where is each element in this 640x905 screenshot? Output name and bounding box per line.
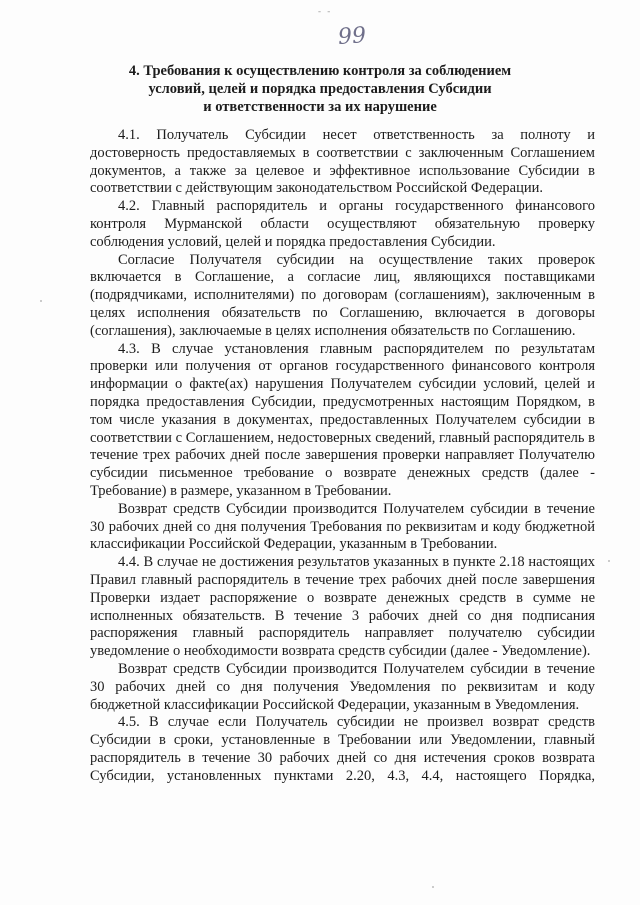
handwritten-page-number: 99 xyxy=(337,23,367,50)
paragraph-return-notice: Возврат средств Субсидии производится Получателем субсидии в течение 30 рабочих дней со дня получения Уведомления по реквизитам и коду бюджетной классификации Российской Федерации, указанным в Уведомления. xyxy=(90,660,595,713)
paragraph-consent: Согласие Получателя субсидии на осуществление таких проверок включается в Соглашение, а согласие лиц, являющихся поставщиками (подрядчиками, исполнителями) по договорам (соглашениям), заключенным в целях исполнения обязательств по Соглашению, включается в договоры (соглашения), заключаемые в целях исполнения обязательств по Соглашению. xyxy=(90,251,595,339)
heading-line-1: 4. Требования к осуществлению контроля за соблюдением xyxy=(128,63,512,79)
paragraph-4-2: 4.2. Главный распорядитель и органы государственного финансового контроля Мурманской области осуществляют обязательную проверку соблюдения условий, целей и порядка предоставления Субсидии. xyxy=(90,198,595,250)
heading-line-2: условий, целей и порядка предоставления Субсидии xyxy=(148,81,492,97)
paragraph-4-4: 4.4. В случае не достижения результатов указанных в пункте 2.18 настоящих Правил главный распорядитель в течение трех рабочих дней после завершения Проверки издает распоряжение о возврате денежных средств в сумме не исполненных обязательств. В течение 3 рабочих дней со дня подписания распоряжения главный распорядитель направляет получателю субсидии уведомление о необходимости возврата средств субсидии (далее - Уведомление). xyxy=(90,554,595,660)
paragraph-4-5: 4.5. В случае если Получатель субсидии не произвел возврат средств Субсидии в сроки, установленные в Требовании или Уведомлении, главный распорядитель в течение 30 рабочих дней со дня истечения сроков возврата Субсидии, установленных пунктами 2.20, 4.3, 4.4, настоящего Порядка, xyxy=(90,714,595,784)
paragraph-4-3: 4.3. В случае установления главным распорядителем по результатам проверки или получения от органов государственного финансового контроля информации о факте(ах) нарушения Получателем субсидии условий, целей и порядка предоставления Субсидии, предусмотренных настоящим Порядком, в том числе указания в документах, предоставленных Получателем субсидии в соответствии с Соглашением, недостоверных сведений, главный распорядитель в течение трех рабочих дней после завершения проверки направляет Получателю субсидии письменное требование о возврате денежных средств (далее - Требование) в размере, указанном в Требовании. xyxy=(90,340,595,499)
paragraph-4-1: 4.1. Получатель Субсидии несет ответственность за полноту и достоверность предоставляемых в соответствии с заключенным Соглашением документов, а также за целевое и эффективное использование Субсидии в соответствии с действующим законодательством Российской Федерации. xyxy=(90,127,595,197)
scan-speck xyxy=(40,300,42,302)
top-mark: - - xyxy=(318,6,333,16)
scan-speck xyxy=(608,560,610,562)
document-body xyxy=(90,127,595,785)
section-heading xyxy=(90,62,550,116)
heading-line-3: и ответственности за их нарушение xyxy=(203,99,437,115)
paragraph-return-requirement: Возврат средств Субсидии производится Получателем субсидии в течение 30 рабочих дней со дня получения Требования по реквизитам и коду бюджетной классификации Российской Федерации, указанным в Требовании. xyxy=(90,500,595,553)
scan-speck xyxy=(432,886,434,888)
